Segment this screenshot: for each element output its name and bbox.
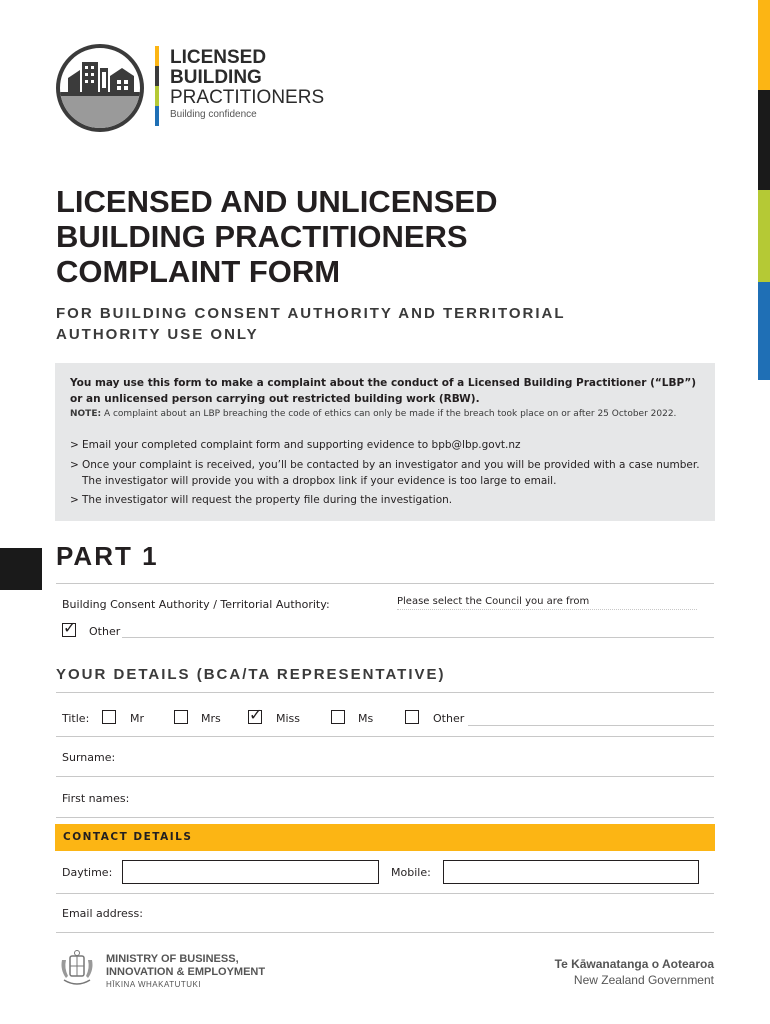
note-text: A complaint about an LBP breaching the code of ethics can only be made if the breach took place on or after 25 October 2022. <box>103 409 677 419</box>
page-subtitle: FOR BUILDING CONSENT AUTHORITY AND TERRITORIAL AUTHORITY USE ONLY <box>56 305 566 343</box>
daytime-phone-input[interactable] <box>122 860 379 884</box>
list-item <box>70 457 700 489</box>
daytime-label: Daytime: <box>62 866 113 879</box>
authority-label: Building Consent Authority / Territorial Authority: <box>62 598 330 611</box>
title-miss-checkbox[interactable] <box>248 705 263 724</box>
gov-line-1: Te Kāwanatanga o Aotearoa <box>554 957 714 971</box>
list-item <box>70 437 700 453</box>
first-names-field[interactable] <box>56 817 714 818</box>
other-authority-field[interactable] <box>122 637 714 638</box>
title-other-label: Other <box>433 712 465 725</box>
logo-colour-bars <box>155 46 159 126</box>
logo-line-practitioners: PRACTITIONERS <box>170 87 325 108</box>
note-label: NOTE: <box>70 409 102 419</box>
email-label: Email address: <box>62 907 143 920</box>
nz-coat-of-arms-icon <box>56 950 98 990</box>
title-mr-checkbox[interactable] <box>102 710 116 724</box>
list-item <box>70 492 700 508</box>
divider <box>56 736 714 737</box>
bullet-text: Email your completed complaint form and supporting evidence to bpb@lbp.govt.nz <box>82 439 521 451</box>
first-names-label: First names: <box>62 792 130 805</box>
logo-emblem-icon <box>56 44 144 132</box>
logo-line-building: BUILDING <box>170 67 262 88</box>
title-mrs-label: Mrs <box>201 712 221 725</box>
contact-details-heading: CONTACT DETAILS <box>63 831 193 843</box>
mbie-line-2: INNOVATION & EMPLOYMENT <box>106 966 266 978</box>
mbie-line-3: HĪKINA WHAKATUTUKI <box>106 980 202 989</box>
divider <box>56 692 714 693</box>
title-ms-label: Ms <box>358 712 374 725</box>
edge-bar-green <box>758 190 770 282</box>
mobile-phone-input[interactable] <box>443 860 699 884</box>
gov-line-2: New Zealand Government <box>573 973 714 987</box>
edge-bar-yellow <box>758 0 770 90</box>
checkmark-icon: ✓ <box>63 618 77 637</box>
checkmark-icon: ✓ <box>249 705 263 724</box>
title-other-checkbox[interactable] <box>405 710 419 724</box>
part-tab-marker <box>0 548 42 590</box>
your-details-heading: YOUR DETAILS (BCA/TA REPRESENTATIVE) <box>56 666 446 683</box>
mbie-logo <box>106 953 265 990</box>
info-intro: You may use this form to make a complaint about the conduct of a Licensed Building Practitioner (“LBP”) or an unlicensed person carrying out restricted building work (RBW). <box>70 377 697 405</box>
title-label: Title: <box>62 712 90 725</box>
logo-line-licensed: LICENSED <box>170 47 267 68</box>
title-mrs-checkbox[interactable] <box>174 710 188 724</box>
nz-government-logo <box>555 956 714 988</box>
bullet-marker: > <box>70 459 79 471</box>
edge-bar-black <box>758 90 770 190</box>
title-other-field[interactable] <box>468 725 714 726</box>
logo-tagline: Building confidence <box>170 109 257 120</box>
bullet-text: Once your complaint is received, you’ll be contacted by an investigator and you will be provided with a case number. The investigator will provide you with a dropbox link if your evidence is too large to email. <box>82 459 700 487</box>
edge-bar-blue <box>758 282 770 380</box>
divider <box>56 583 714 584</box>
bullet-marker: > <box>70 439 79 451</box>
page-title: LICENSED AND UNLICENSED BUILDING PRACTITIONERS COMPLAINT FORM <box>56 184 498 289</box>
other-authority-label: Other <box>89 625 121 638</box>
mbie-line-1: MINISTRY OF BUSINESS, <box>106 953 239 965</box>
surname-field[interactable] <box>56 776 714 777</box>
info-note <box>70 409 710 419</box>
title-ms-checkbox[interactable] <box>331 710 345 724</box>
email-field[interactable] <box>56 932 714 933</box>
title-miss-label: Miss <box>276 712 301 725</box>
surname-label: Surname: <box>62 751 116 764</box>
contact-details-bar <box>55 824 715 851</box>
divider <box>56 893 714 894</box>
title-mr-label: Mr <box>130 712 145 725</box>
info-panel <box>55 363 715 521</box>
council-select[interactable]: Please select the Council you are from <box>397 596 697 610</box>
other-authority-checkbox[interactable] <box>62 618 77 637</box>
part-1-heading: PART 1 <box>56 541 159 571</box>
mobile-label: Mobile: <box>391 866 431 879</box>
bullet-marker: > <box>70 494 79 506</box>
bullet-text: The investigator will request the property file during the investigation. <box>82 494 453 506</box>
